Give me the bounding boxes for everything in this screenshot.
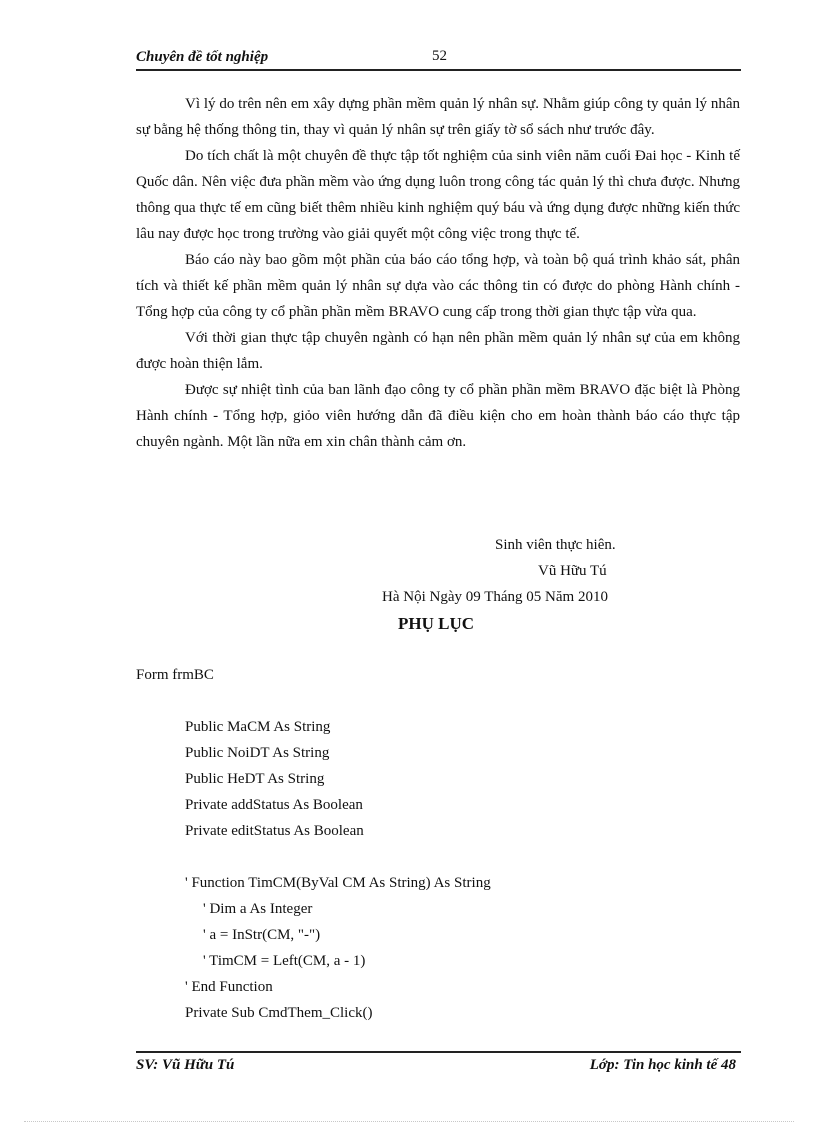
- code-line: ' Dim a As Integer: [203, 901, 313, 917]
- code-line: ' a = InStr(CM, "-"): [203, 927, 321, 943]
- code-line: Private editStatus As Boolean: [185, 823, 364, 839]
- paragraph: Do tích chất là một chuyên đề thực tập tốt nghiệm của sinh viên năm cuối Đai học - Kinh tế Quốc dân. Nên việc đưa phần mềm vào ứng dụng luôn trong công tác quản lý thì chưa được. Nhưng thông qua thực tế em cũng biết thêm nhiều kinh nghiệm quý báu và ứng dụng được những kiến thức lâu nay được học trong trường vào giải quyết một công việc trong thực tế.: [136, 148, 740, 242]
- code-line: ' End Function: [185, 979, 273, 995]
- code-line: Public NoiDT As String: [185, 745, 330, 761]
- code-line: ' TimCM = Left(CM, a - 1): [203, 953, 366, 969]
- signature-name: Vũ Hữu Tú: [538, 563, 607, 579]
- form-label: Form frmBC: [136, 667, 214, 683]
- footer-class: Lớp: Tin học kinh tế 48: [589, 1057, 736, 1073]
- footer-student: SV: Vũ Hữu Tú: [136, 1057, 235, 1073]
- page-edge: [24, 1121, 794, 1122]
- page-header: [136, 44, 741, 72]
- code-line: Public HeDT As String: [185, 771, 325, 787]
- appendix-title: PHỤ LỤC: [398, 614, 475, 633]
- code-line: Private addStatus As Boolean: [185, 797, 363, 813]
- page-number: 52: [432, 48, 447, 64]
- header-divider: [136, 69, 741, 71]
- paragraph: Được sự nhiệt tình của ban lãnh đạo công ty cổ phần phần mềm BRAVO đặc biệt là Phòng Hành chính - Tổng hợp, giỏo viên hướng dẫn đã điều kiện cho em hoàn thành báo cáo thực tập chuyên ngành. Một lần nữa em xin chân thành cảm ơn.: [136, 382, 740, 450]
- paragraph: Báo cáo này bao gồm một phần của báo cáo tổng hợp, và toàn bộ quá trình khảo sát, phân tích và thiết kế phần mềm quản lý nhân sự dựa vào các thông tin có được do phòng Hành chính - Tổng hợp của công ty cổ phần phần mềm BRAVO cung cấp trong thời gian thực tập vừa qua.: [136, 252, 740, 320]
- paragraph: Vì lý do trên nên em xây dựng phần mềm quản lý nhân sự. Nhằm giúp công ty quản lý nhân sự bằng hệ thống thông tin, thay vì quản lý nhân sự trên giấy tờ sổ sách như trước đây.: [136, 96, 740, 138]
- code-line: Public MaCM As String: [185, 719, 331, 735]
- code-line: Private Sub CmdThem_Click(): [185, 1005, 373, 1021]
- body-text: [136, 91, 740, 455]
- footer-divider: [136, 1051, 741, 1053]
- paragraph: Với thời gian thực tập chuyên ngành có hạn nên phần mềm quản lý nhân sự của em không được hoàn thiện lắm.: [136, 330, 740, 372]
- signature-role: Sinh viên thực hiên.: [495, 537, 616, 553]
- document-title: Chuyên đề tốt nghiệp: [136, 49, 269, 65]
- code-line: ' Function TimCM(ByVal CM As String) As String: [185, 875, 491, 891]
- signature-date: Hà Nội Ngày 09 Tháng 05 Năm 2010: [382, 589, 608, 605]
